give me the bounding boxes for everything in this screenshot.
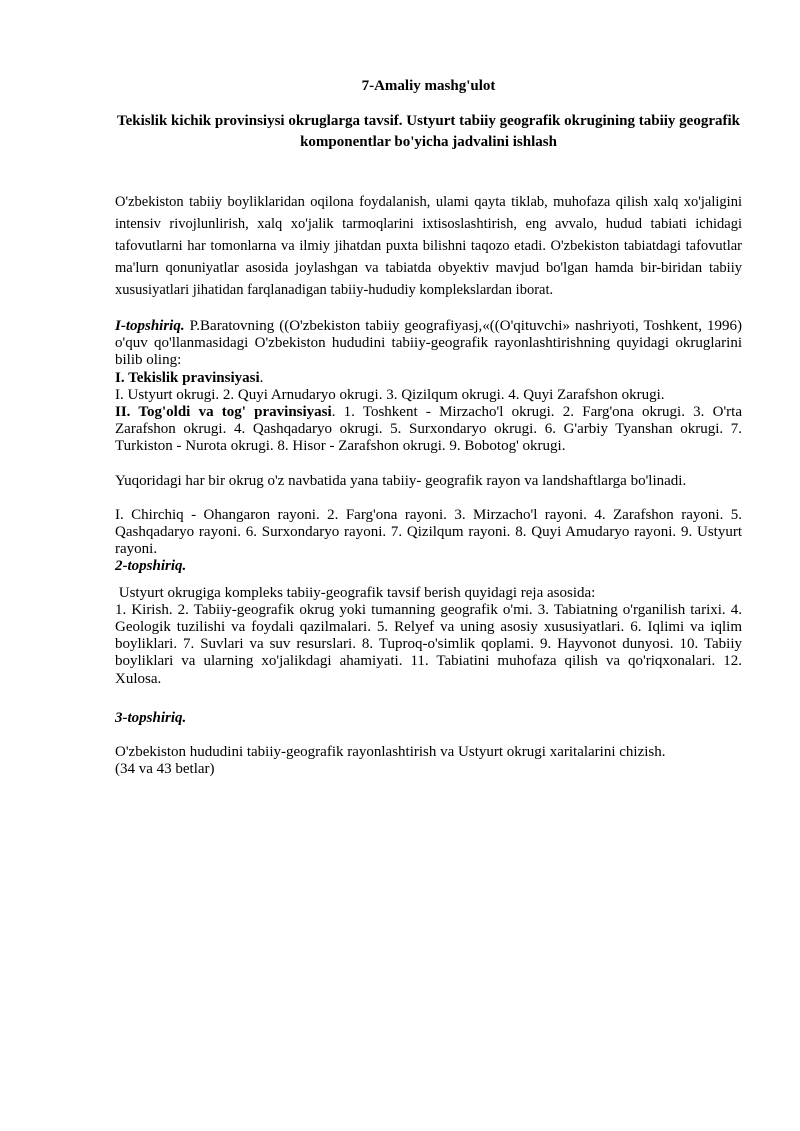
document-page [115,0,742,778]
okrug-note: Yuqoridagi har bir okrug o'z navbatida yana tabiiy- geografik rayon va landshaftlarga bo'linadi. [115,472,687,489]
province-1-title: I. Tekislik pravinsiyasi [115,369,260,386]
task-3-text: O'zbekiston hududini tabiiy-geografik rayonlashtirish va Ustyurt okrugi xaritalarini chizish. [115,744,666,761]
task-2-plan: 1. Kirish. 2. Tabiiy-geografik okrug yoki tumanning geografik o'mi. 3. Tabiatning o'rganilish tarixi. 4. Geologik tuzilishi va foydali qazilmalari. 5. Relyef va uning asosiy xususiyatlari. 6. Iqlimi va iqlim boyliklari. 7. Suvlari va suv resurslari. 8. Tuproq-o'simlik qoplami. 9. Hayvonot dunyosi. 10. Tabiiy boyliklari va ularning xo'jalikdagi ahamiyati. 11. Tabiatini muhofaza qilish va qo'riqxonalari. 12. Xulosa. [115,601,742,687]
province-1-items: I. Ustyurt okrugi. 2. Quyi Arnudaryo okrugi. 3. Qizilqum okrugi. 4. Quyi Zarafshon okrugi. [115,386,665,403]
task-1-section [115,318,742,558]
task-3-pages: (34 va 43 betlar) [115,761,215,778]
task-3-label: 3-topshiriq. [115,709,187,726]
task-2-label: 2-topshiriq. [115,558,187,575]
task-1-text: P.Baratovning ((O'zbekiston tabiiy geografiyasj,«((O'qituvchi» nashriyoti, Toshkent, 1996) o'quv qo'llanmasidagi O'zbekiston hududini tabiiy-geografik rayonlashtirishning quyidagi okruglarini bilib oling: [115,318,742,369]
rayons-list: I. Chirchiq - Ohangaron rayoni. 2. Farg'ona rayoni. 3. Mirzacho'l rayoni. 4. Zarafshon rayoni. 5. Qashqadaryo rayoni. 6. Surxondaryo rayoni. 7. Qizilqum rayoni. 8. Quyi Amudaryo rayoni. 9. Ustyurt rayoni. [115,506,742,558]
province-1-heading [115,370,742,387]
task-3-section [115,710,742,779]
province-2-title: II. Tog'oldi va tog' pravinsiyasi [115,404,332,421]
task-2-section [115,558,742,687]
task-1-paragraph [115,318,742,370]
province-2-items: . 1. Toshkent - Mirzacho'l okrugi. 2. Farg'ona okrugi. 3. O'rta Zarafshon okrugi. 4. Qashqadaryo okrugi. 5. Surxondaryo okrugi. 6. G'arbiy Tyanshan okrugi. 7. Turkiston - Nurota okrugi. 8. Hisor - Zarafshon okrugi. 9. Bobotog' okrugi. [115,404,742,455]
province-1-punct: . [259,369,264,386]
document-subtitle: Tekislik kichik provinsiysi okruglarga tavsif. Ustyurt tabiiy geografik okrugining tabiiy geografik komponentlar bo'yicha jadvalini ishlash [117,113,740,150]
province-2-paragraph [115,404,742,456]
task-1-label: I-topshiriq. [115,318,185,334]
task-2-intro: Ustyurt okrugiga kompleks tabiiy-geografik tavsif berish quyidagi reja asosida: [115,584,596,601]
document-title: 7-Amaliy mashg'ulot [361,78,496,94]
intro-paragraph: O'zbekiston tabiiy boyliklaridan oqilona foydalanish, ulami qayta tiklab, muhofaza qilish xalq xo'jaligini intensiv rivojlunlirish, xalq xo'jalik tarmoqlarini ixtisoslashtirish, eng avvalo, hudud tabiati ichidagi tafovutlarni har tomonlarna va ilmiy jihatdan puxta bilishni taqozo etadi. O'zbekiston tabiatdagi tafovutlar ma'lurn qonuniyatlar asosida joylashgan va tabiatda obyektiv mavjud bo'lgan hamda bir-biridan tabiiy xususiyatlari jihatidan farqlanadigan tabiiy-hududiy komplekslardan iborat. [115,194,742,298]
